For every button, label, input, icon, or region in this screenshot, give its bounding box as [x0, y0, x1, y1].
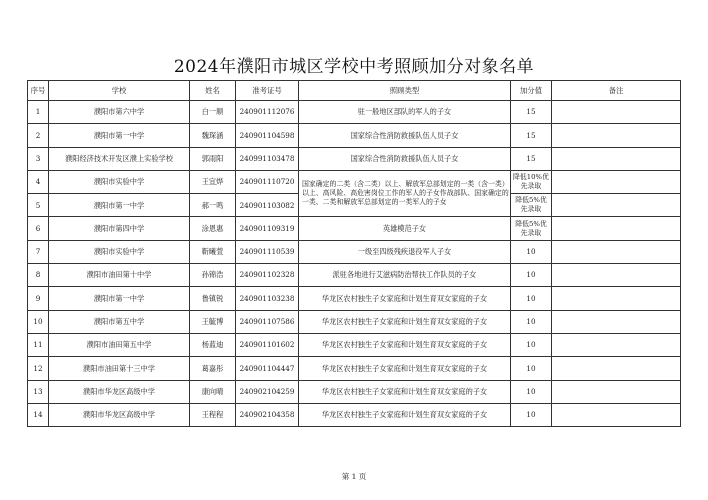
cell-no: 5	[28, 194, 49, 217]
cell-id: 240901107586	[236, 310, 299, 333]
cell-bonus: 15	[511, 101, 552, 124]
cell-no: 11	[28, 333, 49, 356]
table-row	[28, 217, 681, 240]
header-row	[28, 81, 681, 101]
cell-school: 濮阳市第一中学	[49, 194, 190, 217]
cell-no: 13	[28, 380, 49, 403]
cell-id: 240901103238	[236, 287, 299, 310]
cell-bonus: 10	[511, 403, 552, 426]
cell-bonus: 10	[511, 380, 552, 403]
table-row	[28, 170, 681, 193]
cell-school: 濮阳市油田第十中学	[49, 264, 190, 287]
cell-school: 濮阳市第六中学	[49, 101, 190, 124]
header-note: 备注	[552, 81, 681, 101]
cell-id: 240901102328	[236, 264, 299, 287]
cell-no: 2	[28, 124, 49, 147]
cell-name: 孙锦浩	[190, 264, 236, 287]
cell-id: 240901103082	[236, 194, 299, 217]
cell-type: 国家综合性消防救援队伍人员子女	[299, 147, 511, 170]
table-row	[28, 403, 681, 426]
cell-school: 濮阳市实验中学	[49, 170, 190, 193]
roster-table	[27, 80, 681, 427]
cell-bonus: 10	[511, 310, 552, 333]
cell-school: 濮阳市油田第五中学	[49, 333, 190, 356]
table-row	[28, 264, 681, 287]
table-row	[28, 380, 681, 403]
table-row	[28, 240, 681, 263]
table-row	[28, 287, 681, 310]
cell-school: 濮阳市实验中学	[49, 240, 190, 263]
cell-id: 240901101602	[236, 333, 299, 356]
page-title: 2024年濮阳市城区学校中考照顾加分对象名单	[173, 57, 535, 77]
header-type: 照顾类型	[299, 81, 511, 101]
cell-note	[552, 264, 681, 287]
cell-id: 240902104259	[236, 380, 299, 403]
cell-id: 240902104358	[236, 403, 299, 426]
cell-name: 杨蓝迪	[190, 333, 236, 356]
cell-bonus: 降低5%优先录取	[511, 217, 552, 240]
cell-note	[552, 124, 681, 147]
table-row	[28, 124, 681, 147]
header-id: 准考证号	[236, 81, 299, 101]
cell-id: 240901110720	[236, 170, 299, 193]
cell-note	[552, 170, 681, 193]
cell-no: 14	[28, 403, 49, 426]
table-row	[28, 310, 681, 333]
cell-no: 12	[28, 357, 49, 380]
cell-note	[552, 357, 681, 380]
cell-name: 王毓博	[190, 310, 236, 333]
cell-note	[552, 147, 681, 170]
cell-no: 3	[28, 147, 49, 170]
cell-bonus: 15	[511, 124, 552, 147]
cell-school: 濮阳经济技术开发区濮上实验学校	[49, 147, 190, 170]
cell-name: 郭雨阳	[190, 147, 236, 170]
cell-bonus: 10	[511, 287, 552, 310]
cell-school: 濮阳市华龙区高级中学	[49, 403, 190, 426]
cell-type: 国家综合性消防救援队伍人员子女	[299, 124, 511, 147]
cell-name: 王程程	[190, 403, 236, 426]
header-no: 序号	[28, 81, 49, 101]
cell-note	[552, 333, 681, 356]
cell-school: 濮阳市华龙区高级中学	[49, 380, 190, 403]
cell-type: 英雄模范子女	[299, 217, 511, 240]
cell-id: 240901109319	[236, 217, 299, 240]
cell-school: 濮阳市第一中学	[49, 287, 190, 310]
cell-bonus: 10	[511, 264, 552, 287]
cell-type: 一级至四级残疾退役军人子女	[299, 240, 511, 263]
cell-school: 濮阳市第一中学	[49, 124, 190, 147]
header-bonus: 加分值	[511, 81, 552, 101]
cell-name: 白一顺	[190, 101, 236, 124]
cell-no: 1	[28, 101, 49, 124]
cell-name: 鲁镇锐	[190, 287, 236, 310]
cell-bonus: 10	[511, 357, 552, 380]
cell-school: 濮阳市油田第十三中学	[49, 357, 190, 380]
cell-type: 华龙区农村独生子女家庭和计划生育双女家庭的子女	[299, 380, 511, 403]
cell-name: 郝一鸣	[190, 194, 236, 217]
page-number: 第 1 页	[341, 472, 367, 481]
cell-no: 10	[28, 310, 49, 333]
cell-type: 派驻各地进行艾滋病防治帮扶工作队员的子女	[299, 264, 511, 287]
cell-type: 华龙区农村独生子女家庭和计划生育双女家庭的子女	[299, 403, 511, 426]
cell-school: 濮阳市第四中学	[49, 217, 190, 240]
cell-no: 9	[28, 287, 49, 310]
cell-no: 6	[28, 217, 49, 240]
cell-id: 240991103478	[236, 147, 299, 170]
cell-no: 8	[28, 264, 49, 287]
cell-type: 华龙区农村独生子女家庭和计划生育双女家庭的子女	[299, 287, 511, 310]
cell-bonus: 10	[511, 240, 552, 263]
cell-no: 4	[28, 170, 49, 193]
cell-type: 华龙区农村独生子女家庭和计划生育双女家庭的子女	[299, 333, 511, 356]
cell-note	[552, 101, 681, 124]
cell-bonus: 15	[511, 147, 552, 170]
cell-id: 240901104598	[236, 124, 299, 147]
cell-type-merged: 国家确定的二类（含二类）以上、解放军总部划定的一类（含一类）以上、高风险、高危害岗位工作的军人的子女作战部队、国家确定的一类、二类和解放军总部划定的一类军人的子女	[299, 170, 511, 217]
cell-no: 7	[28, 240, 49, 263]
cell-name: 涂恩惠	[190, 217, 236, 240]
cell-name: 魏琛涵	[190, 124, 236, 147]
cell-name: 康向晴	[190, 380, 236, 403]
cell-id: 240901104447	[236, 357, 299, 380]
cell-note	[552, 403, 681, 426]
table-row	[28, 101, 681, 124]
cell-name: 葛嘉彤	[190, 357, 236, 380]
header-name: 姓名	[190, 81, 236, 101]
cell-name: 靳曦萱	[190, 240, 236, 263]
cell-bonus: 降低5%优先录取	[511, 194, 552, 217]
cell-school: 濮阳市第五中学	[49, 310, 190, 333]
cell-bonus: 降低10%优先录取	[511, 170, 552, 193]
cell-note	[552, 380, 681, 403]
cell-type: 华龙区农村独生子女家庭和计划生育双女家庭的子女	[299, 357, 511, 380]
cell-type: 驻一般地区部队的军人的子女	[299, 101, 511, 124]
cell-bonus: 10	[511, 333, 552, 356]
cell-note	[552, 194, 681, 217]
header-school: 学校	[49, 81, 190, 101]
table-row	[28, 147, 681, 170]
cell-id: 240901112076	[236, 101, 299, 124]
cell-id: 240901110539	[236, 240, 299, 263]
cell-note	[552, 310, 681, 333]
table-row	[28, 357, 681, 380]
cell-note	[552, 287, 681, 310]
cell-name: 王宜烨	[190, 170, 236, 193]
cell-type: 华龙区农村独生子女家庭和计划生育双女家庭的子女	[299, 310, 511, 333]
table-row	[28, 333, 681, 356]
cell-note	[552, 217, 681, 240]
cell-note	[552, 240, 681, 263]
